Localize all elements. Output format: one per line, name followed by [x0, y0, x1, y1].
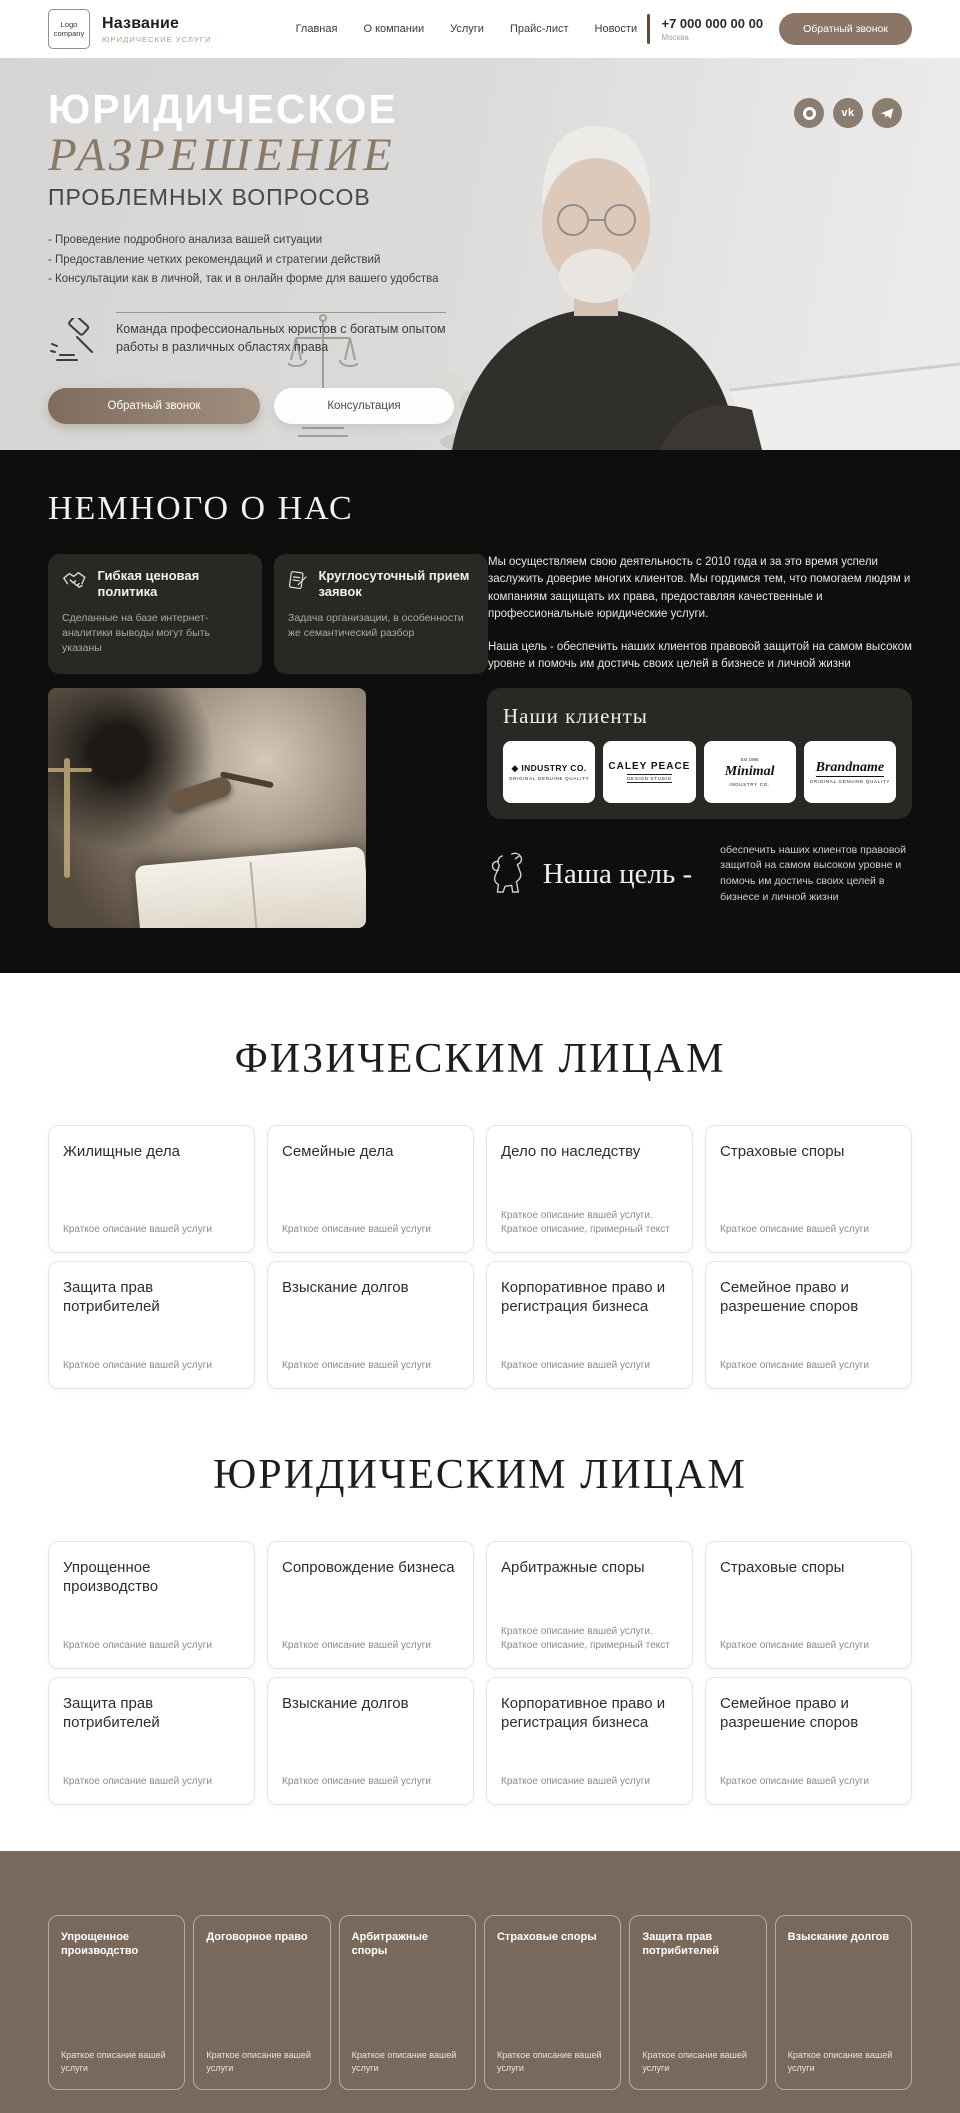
clients-title: Наши клиенты	[503, 703, 648, 728]
service-card[interactable]	[267, 1261, 474, 1389]
service-card[interactable]	[486, 1261, 693, 1389]
service-card-title: Арбитражные споры	[501, 1558, 645, 1576]
service-card[interactable]	[705, 1541, 912, 1669]
about-paragraph-1: Мы осуществляем свою деятельность с 2010 года и за это время успели заслужить доверие многих клиентов. Мы гордимся тем, что помогаем людям и компаниям защищать их права, предоставляя качественные и профессиональные юридические услуги.	[488, 556, 911, 620]
feature-text: Сделанные на базе интернет-аналитики выводы могут быть указаны	[62, 611, 211, 654]
footer-card-title: Страховые споры	[496, 1930, 597, 1943]
legal-entities-section	[0, 1389, 960, 1805]
notepad-icon	[288, 568, 308, 592]
service-card-desc: Краткое описание вашей услуги. Краткое описание, примерный текст	[501, 1625, 670, 1651]
city-label: Москва	[661, 33, 689, 42]
hero-bullet: - Проведение подробного анализа вашей ситуации	[48, 234, 323, 247]
team-note-block	[116, 312, 446, 356]
footer-service-card[interactable]	[193, 1915, 330, 2090]
client-logo-name: Brandname	[815, 759, 885, 775]
individuals-section	[0, 973, 960, 1389]
service-card-title: Упрощенное производство	[63, 1558, 159, 1595]
handshake-icon	[62, 568, 88, 592]
client-logo-name: ◆ INDUSTRY CO.	[511, 762, 587, 773]
feature-card-pricing	[48, 554, 262, 674]
service-card-title: Страховые споры	[720, 1142, 845, 1160]
service-card-title: Семейное право и разрешение споров	[720, 1278, 859, 1315]
footer-service-card[interactable]	[775, 1915, 912, 2090]
service-card-desc: Краткое описание вашей услуги	[720, 1640, 869, 1651]
hero-section	[0, 58, 960, 450]
nav-link[interactable]: Новости	[594, 23, 638, 35]
phone-block	[662, 16, 764, 42]
client-logo	[804, 741, 896, 803]
client-logo	[704, 741, 796, 803]
team-note: Команда профессиональных юристов с богатым опытом работы в различных областях права	[116, 322, 446, 354]
vk-icon: vk	[841, 107, 855, 119]
client-logo-sub: INDUSTRY CO.	[729, 781, 770, 787]
hero-buttons	[48, 388, 470, 424]
nav-link[interactable]: О компании	[363, 23, 425, 35]
service-card-title: Семейное право и разрешение споров	[720, 1694, 859, 1731]
feature-title: Круглосуточный прием заявок	[318, 568, 470, 600]
hero-consult-button[interactable]: Консультация	[274, 388, 454, 424]
service-card-title: Защита прав потрибителей	[63, 1694, 160, 1731]
client-logo	[503, 741, 595, 803]
footer-services-section	[0, 1851, 960, 2113]
logo-line2: company	[53, 29, 85, 38]
footer-card-title: Договорное право	[206, 1930, 308, 1943]
service-card-title: Жилищные дела	[63, 1142, 180, 1160]
hero-title-line2: РАЗРЕШЕНИЕ	[48, 129, 396, 182]
client-logo-sub: ORIGINAL GENUINE QUALITY	[508, 775, 590, 781]
site-name: Название	[102, 14, 180, 32]
footer-service-card[interactable]	[48, 1915, 185, 2090]
service-card[interactable]	[486, 1677, 693, 1805]
logo-line1: Logo	[60, 19, 78, 29]
service-card-title: Семейные дела	[282, 1142, 394, 1160]
site-identity	[102, 15, 212, 44]
phone-divider	[647, 14, 650, 44]
service-card-desc: Краткое описание вашей услуги	[282, 1360, 431, 1371]
service-card[interactable]	[48, 1261, 255, 1389]
service-card[interactable]	[267, 1541, 474, 1669]
telegram-social-button[interactable]	[872, 98, 902, 128]
photo-shape	[64, 758, 70, 878]
about-title: НЕМНОГО О НАС	[48, 490, 354, 527]
footer-services-grid	[48, 1915, 912, 2090]
service-card-desc: Краткое описание вашей услуги	[720, 1360, 869, 1371]
footer-card-desc: Краткое описание вашей услуги	[787, 2050, 893, 2073]
service-card-desc: Краткое описание вашей услуги	[501, 1776, 650, 1787]
footer-service-card[interactable]	[484, 1915, 621, 2090]
header-right	[647, 13, 913, 45]
clients-panel	[487, 688, 912, 819]
feature-title: Гибкая ценовая политика	[97, 568, 200, 600]
telegram-icon	[880, 107, 894, 120]
service-card[interactable]	[267, 1125, 474, 1253]
individuals-grid	[48, 1125, 912, 1389]
about-row-top	[48, 554, 912, 674]
client-logos	[503, 741, 896, 803]
footer-card-title: Упрощенное производство	[61, 1930, 139, 1958]
about-row-bottom	[48, 688, 912, 928]
footer-card-desc: Краткое описание вашей услуги	[496, 2050, 602, 2073]
site-tagline: ЮРИДИЧЕСКИЕ УСЛУГИ	[102, 34, 212, 44]
client-logo-sup: Est 1986	[740, 756, 759, 762]
footer-service-card[interactable]	[339, 1915, 476, 2090]
service-card-title: Защита прав потрибителей	[63, 1278, 160, 1315]
service-card[interactable]	[486, 1125, 693, 1253]
client-logo	[603, 741, 695, 803]
service-card-title: Взыскание долгов	[282, 1694, 409, 1712]
feature-text: Задача организации, в особенности же семантический разбор	[288, 611, 464, 639]
service-card-desc: Краткое описание вашей услуги	[63, 1224, 212, 1235]
footer-card-title: Защита прав потрибителей	[642, 1930, 720, 1958]
service-card-title: Взыскание долгов	[282, 1278, 409, 1296]
service-card-desc: Краткое описание вашей услуги	[282, 1224, 431, 1235]
footer-card-desc: Краткое описание вашей услуги	[351, 2050, 457, 2073]
gavel-icon	[48, 318, 98, 366]
client-logo-name: CALEY PEACE	[608, 760, 691, 772]
beard-shape	[559, 249, 633, 303]
nav-link[interactable]: Услуги	[450, 23, 484, 35]
header	[0, 0, 960, 58]
footer-card-title: Арбитражные споры	[351, 1930, 429, 1958]
service-card-title: Страховые споры	[720, 1558, 845, 1576]
hero-team-row	[48, 312, 470, 366]
service-card-desc: Краткое описание вашей услуги	[720, 1224, 869, 1235]
lion-icon	[487, 849, 527, 899]
service-card-desc: Краткое описание вашей услуги	[63, 1640, 212, 1651]
footer-card-title: Взыскание долгов	[787, 1930, 890, 1943]
client-logo-sub: ORIGINAL GENUINE QUALITY	[809, 778, 891, 784]
nav-link[interactable]: Главная	[295, 23, 338, 35]
client-logo-name: Minimal	[724, 763, 775, 779]
service-card-desc: Краткое описание вашей услуги	[720, 1776, 869, 1787]
about-section	[0, 450, 960, 973]
service-card-title: Дело по наследству	[501, 1142, 641, 1160]
feature-card-requests	[274, 554, 488, 674]
social-buttons	[794, 98, 902, 128]
feature-cards	[48, 554, 488, 674]
service-card[interactable]	[486, 1541, 693, 1669]
hero-bullet-list	[48, 231, 470, 290]
nav-link[interactable]: Прайс-лист	[509, 23, 569, 35]
legal-entities-grid	[48, 1541, 912, 1805]
service-card[interactable]	[705, 1125, 912, 1253]
service-card-desc: Краткое описание вашей услуги. Краткое описание, примерный текст	[501, 1209, 670, 1235]
goal-text: обеспечить наших клиентов правовой защитой на самом высоком уровне и помочь им достичь своих целей в бизнесе и личной жизни	[720, 843, 906, 903]
service-card-title: Корпоративное право и регистрация бизнеса	[501, 1694, 666, 1731]
service-card-title: Корпоративное право и регистрация бизнеса	[501, 1278, 666, 1315]
about-right-column	[487, 688, 912, 928]
hero-callback-button[interactable]: Обратный звонок	[48, 388, 260, 424]
goal-row	[487, 843, 912, 906]
logo[interactable]	[48, 9, 90, 49]
footer-card-desc: Краткое описание вашей услуги	[206, 2050, 311, 2073]
phone-number[interactable]: +7 000 000 00 00	[661, 16, 764, 31]
hero-bullet: - Предоставление четких рекомендаций и стратегии действий	[48, 253, 381, 266]
service-card[interactable]	[267, 1677, 474, 1805]
hero-content	[0, 58, 470, 424]
goal-title: Наша цель -	[542, 857, 693, 890]
hero-title-line1: ЮРИДИЧЕСКОЕ	[48, 86, 398, 132]
service-card[interactable]	[48, 1541, 255, 1669]
about-paragraph-2: Наша цель - обеспечить наших клиентов правовой защитой на самом высоком уровне и помочь им достичь своих целей в бизнесе и личной жизни	[488, 641, 912, 671]
hero-bullet: - Консультации как в личной, так и в онлайн форме для вашего удобства	[48, 273, 439, 286]
service-card-desc: Краткое описание вашей услуги	[282, 1776, 431, 1787]
ok-social-button[interactable]	[794, 98, 824, 128]
service-card[interactable]	[705, 1677, 912, 1805]
service-card-desc: Краткое описание вашей услуги	[501, 1360, 650, 1371]
service-card[interactable]	[705, 1261, 912, 1389]
main-nav	[296, 23, 638, 35]
footer-card-desc: Краткое описание вашей услуги	[61, 2050, 166, 2073]
service-card-desc: Краткое описание вашей услуги	[63, 1776, 212, 1787]
individuals-title: ФИЗИЧЕСКИМ ЛИЦАМ	[234, 1035, 726, 1082]
service-card-title: Сопровождение бизнеса	[282, 1558, 455, 1576]
footer-service-card[interactable]	[629, 1915, 766, 2090]
legal-entities-title: ЮРИДИЧЕСКИМ ЛИЦАМ	[213, 1451, 747, 1498]
divider-line	[116, 312, 446, 313]
client-logo-sub: DESIGN STUDIO	[627, 775, 672, 781]
service-card-desc: Краткое описание вашей услуги	[63, 1360, 212, 1371]
about-photo	[48, 688, 366, 928]
callback-button[interactable]: Обратный звонок	[779, 13, 912, 45]
hero-title-line3: ПРОБЛЕМНЫХ ВОПРОСОВ	[48, 184, 371, 211]
footer-card-desc: Краткое описание вашей услуги	[642, 2050, 747, 2073]
ok-icon	[803, 107, 816, 120]
vk-social-button[interactable]	[833, 98, 863, 128]
photo-shape	[135, 846, 366, 928]
service-card-desc: Краткое описание вашей услуги	[282, 1640, 431, 1651]
service-card[interactable]	[48, 1125, 255, 1253]
service-card[interactable]	[48, 1677, 255, 1805]
about-paragraphs	[488, 554, 912, 674]
